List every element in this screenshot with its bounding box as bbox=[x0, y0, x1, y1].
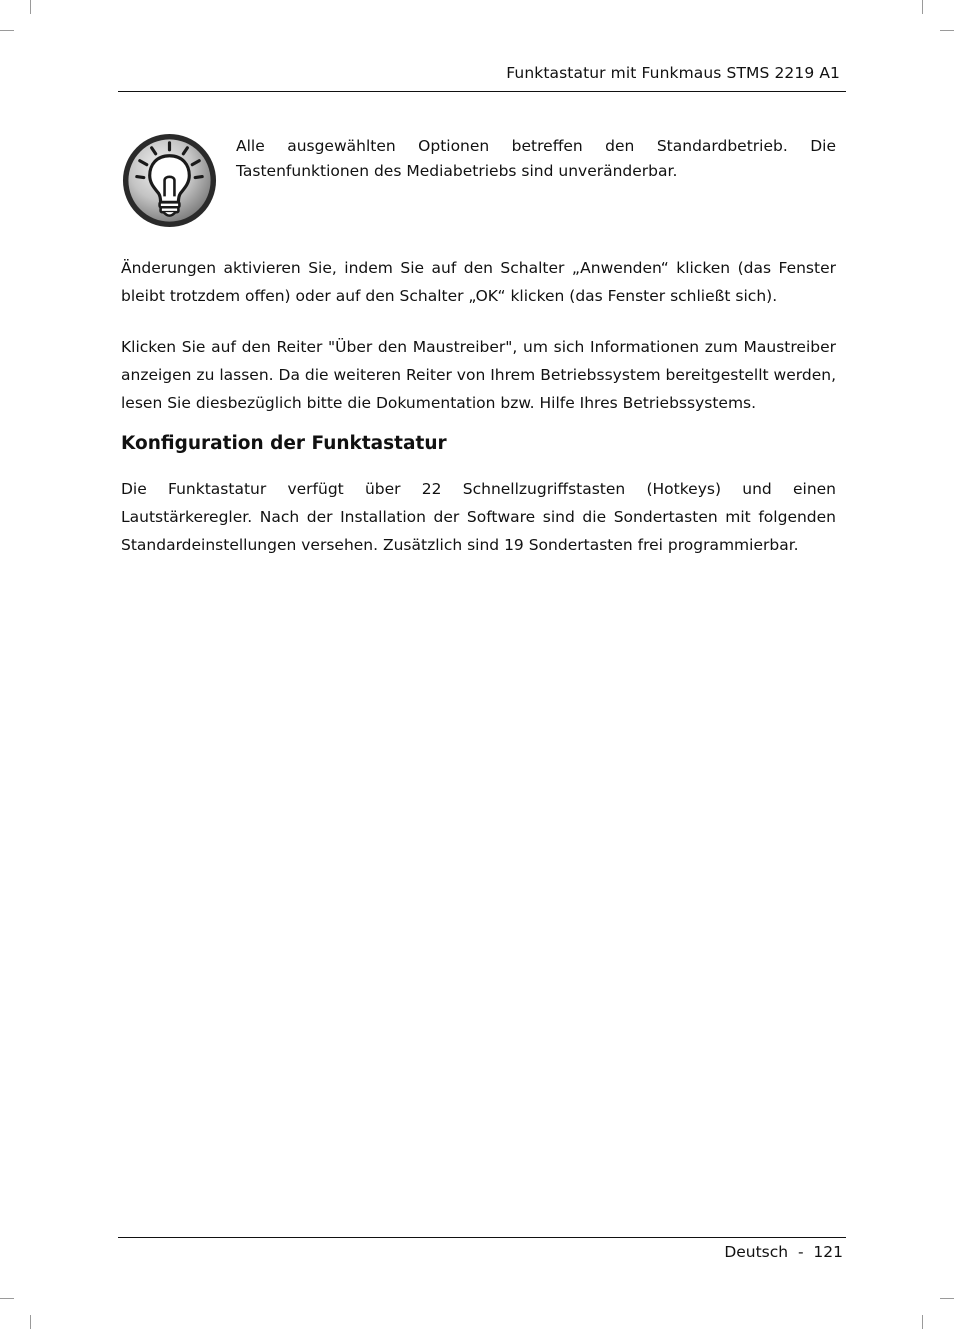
paragraph-apply-changes: Änderungen aktivieren Sie, indem Sie auf den Schalter „Anwenden“ klicken (das Fenster bleibt trotzdem offen) oder auf den Schalter „OK“ klicken (das Fenster schließt sich). bbox=[121, 259, 836, 305]
crop-mark-bottom-right-h bbox=[940, 1298, 954, 1299]
section-body: Die Funktastatur verfügt über 22 Schnellzugriffstasten (Hotkeys) und einen Lautstärkeregler. Nach der Installation der Software sind die Sondertasten mit folgenden Standardeinstellungen versehen. Zusätzlich sind 19 Sondertasten frei programmierbar. bbox=[121, 480, 836, 554]
tip-text: Alle ausgewählten Optionen betreffen den Standardbetrieb. Die Tastenfunktionen des Mediabetriebs sind unveränderbar. bbox=[236, 137, 836, 180]
running-header: Funktastatur mit Funkmaus STMS 2219 A1 bbox=[506, 64, 840, 82]
section-heading: Konfiguration der Funktastatur bbox=[121, 433, 447, 454]
paragraph-mouse-driver-tab: Klicken Sie auf den Reiter "Über den Maustreiber", um sich Informationen zum Maustreiber anzeigen zu lassen. Da die weiteren Reiter von Ihrem Betriebssystem bereitgestellt werden, lesen Sie diesbezüglich bitte die Dokumentation bzw. Hilfe Ihres Betriebssystems. bbox=[121, 338, 836, 412]
crop-mark-top-right-h bbox=[940, 30, 954, 31]
page-footer: Deutsch - 121 bbox=[724, 1243, 843, 1261]
crop-mark-bottom-left bbox=[30, 1315, 31, 1329]
crop-mark-top-left bbox=[30, 0, 31, 14]
crop-mark-top-right bbox=[922, 0, 923, 14]
lightbulb-icon bbox=[120, 131, 219, 230]
footer-rule bbox=[118, 1237, 846, 1238]
header-rule bbox=[118, 91, 846, 92]
crop-mark-bottom-left-h bbox=[0, 1298, 14, 1299]
crop-mark-bottom-right bbox=[922, 1315, 923, 1329]
crop-mark-top-left-h bbox=[0, 30, 14, 31]
